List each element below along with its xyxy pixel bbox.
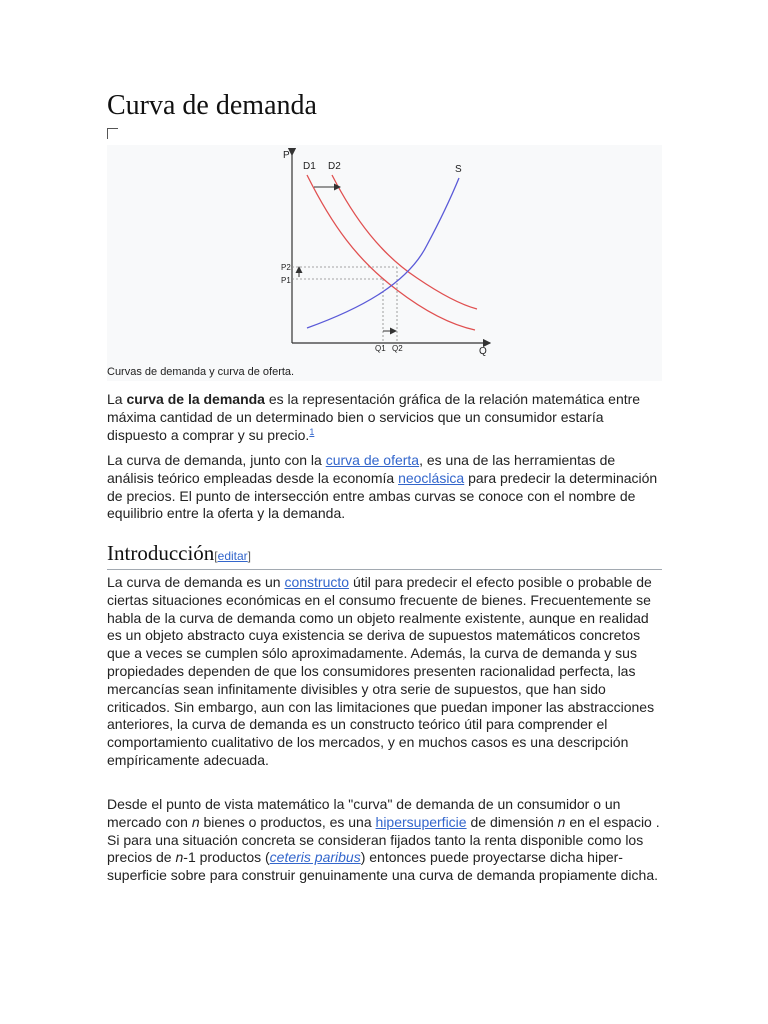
text-run: en el espacio . Si para una situación concreta se consideran fijados tanto la renta disponible como los precios de xyxy=(107,813,660,866)
figure-demand-supply[interactable] xyxy=(107,145,662,381)
reference-link[interactable]: 1 xyxy=(309,426,315,437)
d2-label: D2 xyxy=(328,161,341,172)
text-run: -1 productos ( xyxy=(183,849,270,866)
text-run: , es una de las herramientas de análisis teórico empleadas desde la economía xyxy=(107,452,616,486)
page-title: Curva de demanda xyxy=(107,90,317,121)
link-ceteris-paribus[interactable]: ceteris paribus xyxy=(269,849,361,866)
text-run: ) entonces puede proyectarse dicha hiper-superficie sobre para construir genuinamente una curva de demanda propiamente dicha. xyxy=(107,849,659,884)
supply-curve-s xyxy=(307,178,459,328)
link-hipersuperficie[interactable]: hipersuperficie xyxy=(375,813,467,830)
reference-1 xyxy=(309,427,314,437)
q-axis-label: Q xyxy=(479,346,487,357)
intro-paragraph-2 xyxy=(107,452,662,523)
text-run: La curva de demanda, junto con la xyxy=(107,452,326,468)
text-run: útil para predecir el efecto posible o probable de ciertas situaciones económicas en el consumo frecuente de bienes. Frecuentemente se habla de la curva de demanda como un objeto realmente existente, aunque en realidad es un objeto abstracto cuya existencia se deriva de supuestos matemáticos concretos que a veces se cumplen sólo aproximadamente. Además, la curva de demanda y sus propiedades dependen de que los consumidores presenten racionalidad perfecta, las mercancías sean infinitamente divisibles y otra serie de supuestos, que han sido criticados. Sin embargo, aun con las limitaciones que puedan imponer las abstracciones anteriores, la curva de demanda es un constructo teórico útil para comprender el comportamiento cualitativo de los mercados, y en muchos casos es una descripción empíricamente adecuada. xyxy=(107,574,655,768)
link-neoclasica[interactable]: neoclásica xyxy=(398,469,465,486)
text-run: es la representación gráfica de la relación matemática entre máxima cantidad de un determinado bien o servicios que un consumidor estaría dispuesto a comprar y su precio. xyxy=(107,391,641,443)
demand-curve-d2 xyxy=(332,175,477,309)
q2-label: Q2 xyxy=(392,344,403,353)
section-paragraph-1 xyxy=(107,574,662,770)
edit-bracket-close: ] xyxy=(247,549,252,563)
text-run: bienes o productos, es una xyxy=(199,813,376,830)
section-paragraph-2 xyxy=(107,796,662,885)
text-run: de dimensión xyxy=(466,813,558,830)
edit-link[interactable]: editar xyxy=(217,549,248,563)
section-title: Introducción xyxy=(107,541,215,565)
image-placeholder-icon[interactable] xyxy=(107,128,118,139)
figure-caption: Curvas de demanda y curva de oferta. xyxy=(107,366,295,378)
variable-n: n xyxy=(557,813,566,830)
p-axis-label: P xyxy=(283,150,290,161)
text-run: para predecir la determinación de precios. El punto de intersección entre ambas curvas se conoce con el nombre de equilibrio entre la oferta y la demanda. xyxy=(107,469,658,522)
s-label: S xyxy=(455,164,462,175)
demand-supply-diagram xyxy=(107,145,662,381)
intro-paragraph-1 xyxy=(107,391,662,444)
variable-n: n xyxy=(175,849,184,866)
bold-term: curva de la demanda xyxy=(126,391,265,407)
section-heading-introduccion xyxy=(107,540,662,570)
d1-label: D1 xyxy=(303,161,316,172)
link-constructo[interactable]: constructo xyxy=(284,574,350,590)
edit-section xyxy=(214,549,251,563)
p1-label: P1 xyxy=(281,276,291,285)
text-run: Desde el punto de vista matemático la "curva" de demanda de un consumidor o un mercado con xyxy=(107,796,621,830)
q1-label: Q1 xyxy=(375,344,386,353)
link-curva-de-oferta[interactable]: curva de oferta xyxy=(325,452,420,468)
edit-bracket-open: [ xyxy=(214,549,218,563)
p2-label: P2 xyxy=(281,263,291,272)
text-run: La curva de demanda es un xyxy=(107,574,285,590)
text-run: La xyxy=(107,391,127,407)
variable-n: n xyxy=(191,813,200,830)
